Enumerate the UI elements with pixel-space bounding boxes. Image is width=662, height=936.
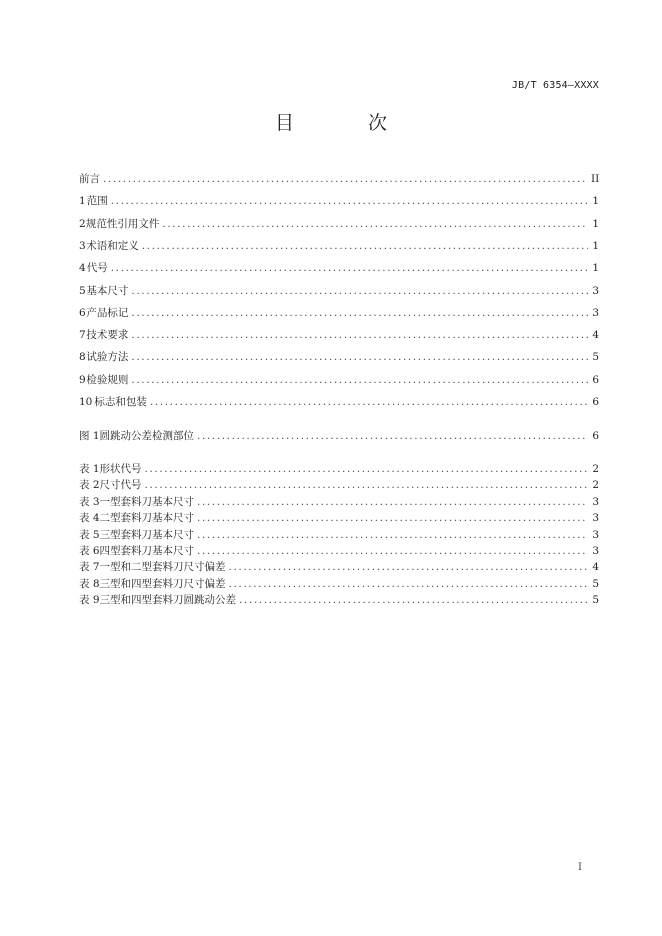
toc-entry[interactable]	[79, 284, 599, 298]
toc-entry[interactable]	[79, 239, 599, 253]
toc-leader-dots	[103, 172, 588, 186]
toc-entry[interactable]	[79, 544, 599, 558]
toc-entry-number: 7	[79, 329, 86, 342]
toc-entry[interactable]	[79, 593, 599, 607]
toc-entry-page: 1	[592, 195, 599, 208]
toc-entry[interactable]	[79, 217, 599, 231]
toc-entry-page: 1	[592, 262, 599, 275]
toc-leader-dots	[229, 577, 588, 591]
toc-entry[interactable]	[79, 306, 599, 320]
toc-entry[interactable]	[79, 172, 599, 186]
toc-entry-page: 3	[592, 495, 599, 508]
toc-entry-number: 5	[79, 284, 86, 297]
toc-entry-page: 3	[592, 306, 599, 319]
toc-entry-page: 6	[592, 430, 599, 442]
toc-entry-label: 形状代号	[99, 463, 142, 475]
toc-leader-dots	[111, 261, 588, 275]
toc-leader-dots	[229, 560, 588, 574]
toc-leader-dots	[150, 395, 588, 409]
toc-entry-label: 三型套料刀基本尺寸	[99, 528, 195, 541]
toc-leader-dots	[197, 495, 588, 509]
toc-entry-number: 3	[79, 239, 86, 252]
toc-entry[interactable]	[79, 495, 599, 509]
toc-entry-page: 4	[592, 561, 599, 574]
toc-entry-page: 5	[592, 577, 599, 590]
toc-entry-label: 产品标记	[86, 306, 129, 319]
toc-entry-label: 代号	[86, 262, 108, 275]
toc-entry-page: 6	[592, 396, 599, 408]
toc-entry-label: 四型套料刀基本尺寸	[99, 545, 195, 557]
toc-leader-dots	[131, 350, 588, 364]
page-number: I	[578, 862, 582, 873]
toc-entry-page: 1	[592, 217, 599, 230]
toc-entry-page: 3	[592, 545, 599, 557]
toc-entry-label: 规范性引用文件	[85, 217, 160, 230]
toc-entry-label: 三型和四型套料刀圆跳动公差	[99, 594, 237, 607]
toc-leader-dots	[111, 194, 588, 208]
toc-entry-number: 表 2	[79, 479, 100, 492]
page-title: 目 次	[274, 112, 422, 134]
toc-entry-number: 表 6	[79, 545, 100, 557]
toc-entry-number: 表 5	[79, 528, 100, 541]
toc-entry[interactable]	[79, 194, 599, 208]
toc-entry[interactable]	[79, 462, 599, 476]
toc-leader-dots	[197, 528, 588, 542]
toc-entry-page: 4	[592, 329, 599, 342]
toc-entry-page: 6	[592, 373, 599, 386]
toc-leader-dots	[197, 511, 588, 525]
toc-entry-label: 一型和二型套料刀尺寸偏差	[99, 561, 226, 574]
toc-leader-dots	[197, 544, 588, 558]
toc-entry-label: 标志和包装	[94, 396, 147, 408]
toc-entry-number: 9	[79, 373, 86, 386]
toc-entry-label: 范围	[86, 195, 108, 208]
toc-entry-page: 3	[592, 284, 599, 297]
toc-entry-number: 表 9	[79, 594, 100, 607]
toc-leader-dots	[162, 217, 588, 231]
toc-entry[interactable]	[79, 478, 599, 492]
toc-leader-dots	[131, 306, 588, 320]
toc-entry-label: 技术要求	[86, 329, 129, 342]
toc-entry-number: 2	[79, 217, 86, 230]
toc-entry-number: 表 4	[79, 512, 100, 525]
toc-entry-label: 基本尺寸	[86, 284, 129, 297]
toc-entry-number: 表 1	[79, 463, 100, 475]
document-code: JB/T 6354—XXXX	[511, 80, 599, 91]
toc-entry-page: 5	[592, 351, 599, 364]
toc-entry[interactable]	[79, 373, 599, 387]
toc-entry[interactable]	[79, 328, 599, 342]
toc-leader-dots	[145, 478, 588, 492]
toc-entry-number: 1	[79, 195, 86, 208]
toc-entry-number: 表 7	[79, 561, 100, 574]
toc-entry[interactable]	[79, 429, 599, 443]
toc-entry-label: 一型套料刀基本尺寸	[99, 495, 195, 508]
toc-entry[interactable]	[79, 560, 599, 574]
toc-leader-dots	[142, 239, 588, 253]
toc-entry-label: 试验方法	[86, 351, 129, 364]
toc-leader-dots	[131, 373, 588, 387]
toc-entry[interactable]	[79, 577, 599, 591]
toc-entry-number: 6	[79, 306, 86, 319]
toc-entry-label: 三型和四型套料刀尺寸偏差	[99, 577, 226, 590]
toc-entry-number: 表 3	[79, 495, 100, 508]
toc-leader-dots	[145, 462, 588, 476]
toc-entry-page: 3	[592, 512, 599, 525]
toc-entry-number: 10	[79, 396, 93, 408]
toc-entry[interactable]	[79, 528, 599, 542]
toc-leader-dots	[239, 593, 588, 607]
toc-entry[interactable]	[79, 261, 599, 275]
toc-leader-dots	[197, 429, 588, 443]
toc-entry[interactable]	[79, 350, 599, 364]
toc-entry-label: 圆跳动公差检测部位	[99, 430, 195, 442]
toc-entry-number: 8	[79, 351, 86, 364]
toc-entry-page: 3	[592, 528, 599, 541]
toc-entry-label: 前言	[79, 173, 100, 185]
toc-entry-label: 检验规则	[86, 373, 129, 386]
toc-entry-label: 二型套料刀基本尺寸	[99, 512, 195, 525]
toc-entry-number: 图 1	[79, 430, 100, 442]
toc-entry-page: 2	[592, 479, 599, 492]
toc-entry-page: 1	[592, 239, 599, 252]
toc-leader-dots	[131, 328, 588, 342]
toc-leader-dots	[131, 284, 588, 298]
toc-entry-page: II	[591, 173, 600, 185]
toc-entry-number: 表 8	[79, 577, 100, 590]
toc-entry-label: 尺寸代号	[99, 479, 142, 492]
toc-entry-number: 4	[79, 262, 86, 275]
toc-entry-label: 术语和定义	[86, 239, 139, 252]
toc-entry[interactable]	[79, 395, 599, 409]
toc-entry[interactable]	[79, 511, 599, 525]
toc-entry-page: 2	[592, 463, 599, 475]
toc-entry-page: 5	[592, 594, 599, 607]
